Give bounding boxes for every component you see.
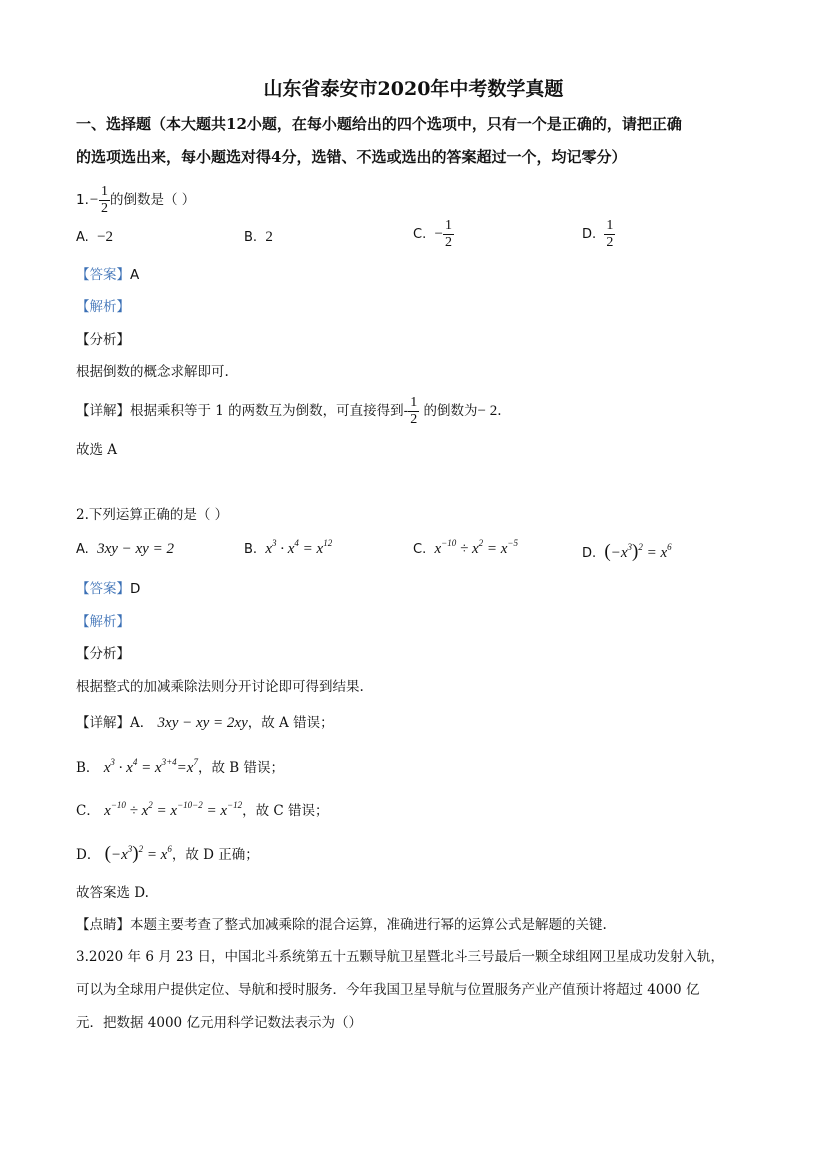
q1-detail: 【详解】根据乘积等于 1 的两数互为倒数，可直接得到- $\frac{1}{2}$ 的倒数为− 2. [76, 395, 502, 427]
q2-fenxi-label: 【分析】 [76, 646, 130, 662]
q2-jiexi-label: 【解析】 [76, 614, 130, 630]
q1-option-c: C. − $\frac{1}{2}$ [413, 218, 452, 250]
q2-option-b: B. $x^3 \cdot x^4 = x^{12}$ [244, 538, 333, 557]
minus-sign: − [88, 192, 100, 208]
question-1-stem [76, 184, 195, 217]
q1-conclusion: 故选 A [76, 442, 118, 458]
question-3-line2: 可以为全球用户提供定位、导航和授时服务．今年我国卫星导航与位置服务产业产值预计将超过 4000 亿 [76, 982, 700, 998]
fraction: $\frac{1}{2}$ [101, 184, 109, 216]
question-3-line1: 3.2020 年 6 月 23 日，中国北斗系统第五十五颗导航卫星暨北斗三号最后一颗全球组网卫星成功发射入轨， [76, 949, 724, 965]
q1-option-d: D. $\frac{1}{2}$ [582, 218, 614, 250]
question-text: 的倒数是（ ） [110, 192, 196, 208]
q2-detail-a: 【详解】A． 3xy − xy = 2xy，故 A 错误； [76, 715, 334, 731]
q1-answer: 【答案】A [76, 267, 140, 283]
q1-option-a: A. −2 [76, 229, 114, 245]
section-heading-line2: 的选项选出来，每小题选对得4分，选错、不选或选出的答案超过一个，均记零分） [76, 148, 627, 166]
page-title: 山东省泰安市2020年中考数学真题 [263, 78, 564, 100]
question-3-line3: 元．把数据 4000 亿元用科学记数法表示为（） [76, 1015, 362, 1031]
q2-detail-b: B． $x^3 \cdot x^4 = x^{3+4}=x^7$，故 B 错误； [76, 757, 284, 776]
q1-fenxi-text: 根据倒数的概念求解即可. [76, 364, 229, 380]
question-number: 1. [76, 192, 89, 208]
q2-fenxi-text: 根据整式的加减乘除法则分开讨论即可得到结果. [76, 679, 364, 695]
q2-option-c: C. $x^{-10} \div x^2 = x^{-5}$ [413, 538, 518, 557]
question-2-stem: 2.下列运算正确的是（ ） [76, 507, 229, 523]
section-heading-line1: 一、选择题（本大题共12小题，在每小题给出的四个选项中，只有一个是正确的，请把正确 [76, 115, 682, 133]
q2-detail-c: C． $x^{-10} \div x^2 = x^{-10-2} = x^{-12}$，故 C 错误； [76, 800, 329, 819]
q1-option-b: B. 2 [244, 229, 273, 245]
q2-answer: 【答案】D [76, 581, 141, 597]
q1-jiexi-label: 【解析】 [76, 299, 130, 315]
q1-fenxi-label: 【分析】 [76, 332, 130, 348]
q2-dianjing: 【点睛】本题主要考查了整式加减乘除的混合运算，准确进行幂的运算公式是解题的关键. [76, 917, 607, 933]
q2-option-d: D. $(-x^3)^2 = x^6$ [582, 541, 672, 562]
q2-conclusion: 故答案选 D. [76, 885, 149, 901]
q2-option-a: A. 3xy − xy = 2 [76, 541, 174, 557]
q2-detail-d: D． $(-x^3)^2 = x^6$，故 D 正确； [76, 843, 259, 864]
